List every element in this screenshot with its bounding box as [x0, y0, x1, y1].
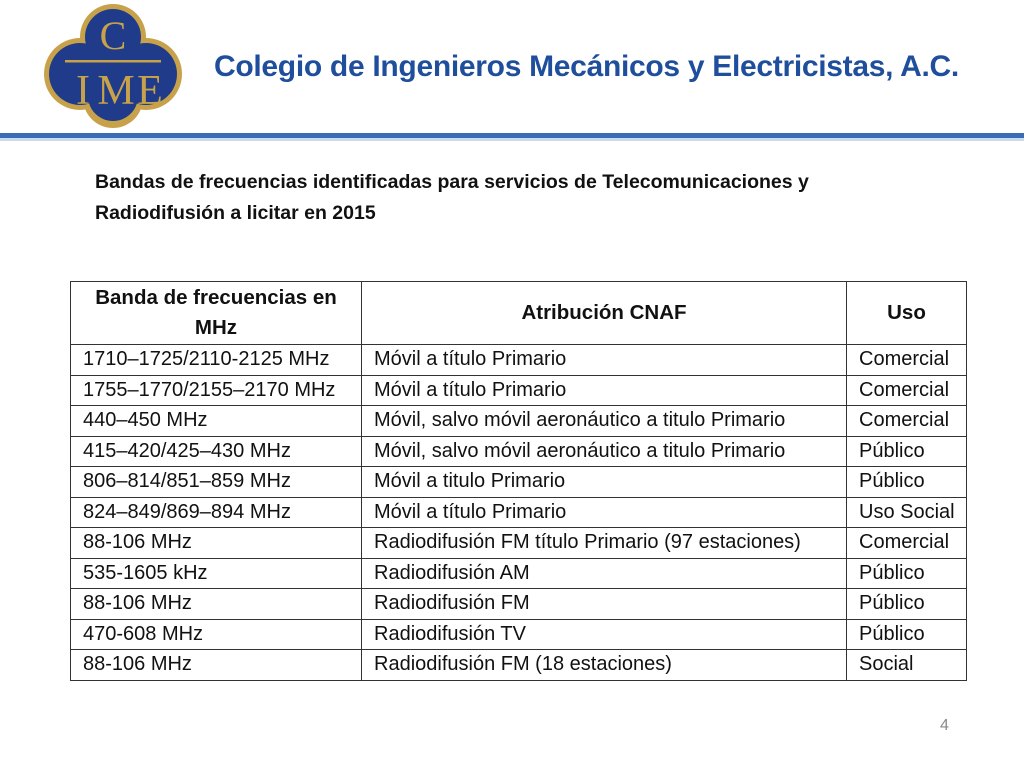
cell-attribution: Móvil a título Primario — [362, 375, 847, 406]
cell-attribution: Radiodifusión FM — [362, 589, 847, 620]
cell-band: 1710–1725/2110-2125 MHz — [71, 345, 362, 376]
table-row — [71, 650, 967, 681]
logo-letter-e: E — [137, 68, 163, 114]
table-row — [71, 436, 967, 467]
cell-attribution: Móvil a título Primario — [362, 497, 847, 528]
logo-letter-c: C — [99, 13, 127, 58]
page-subtitle — [95, 167, 935, 229]
cell-uso: Comercial — [847, 375, 967, 406]
cell-uso: Uso Social — [847, 497, 967, 528]
cell-attribution: Móvil, salvo móvil aeronáutico a titulo Primario — [362, 436, 847, 467]
cell-band: 806–814/851–859 MHz — [71, 467, 362, 498]
logo-letter-m: M — [97, 68, 135, 114]
table-row — [71, 528, 967, 559]
header-attribution: Atribución CNAF — [362, 282, 847, 345]
cell-attribution: Radiodifusión TV — [362, 619, 847, 650]
cime-logo — [43, 4, 183, 128]
cell-uso: Comercial — [847, 406, 967, 437]
cell-uso: Público — [847, 558, 967, 589]
subtitle-line-2: Radiodifusión a licitar en 2015 — [95, 202, 376, 224]
subtitle-line-1: Bandas de frecuencias identificadas para servicios de Telecomunicaciones y — [95, 171, 809, 193]
header-divider-shadow — [0, 138, 1024, 141]
table-header-row — [71, 282, 967, 345]
table-body — [71, 345, 967, 681]
cell-uso: Público — [847, 589, 967, 620]
cell-band: 470-608 MHz — [71, 619, 362, 650]
cell-uso: Comercial — [847, 528, 967, 559]
cell-band: 88-106 MHz — [71, 528, 362, 559]
header-title: Colegio de Ingenieros Mecánicos y Electricistas, A.C. — [214, 50, 959, 83]
header-band: Banda de frecuencias en MHz — [71, 282, 362, 345]
cell-band: 824–849/869–894 MHz — [71, 497, 362, 528]
table-row — [71, 375, 967, 406]
cell-attribution: Radiodifusión AM — [362, 558, 847, 589]
frequency-bands-table — [70, 281, 967, 681]
table-row — [71, 619, 967, 650]
table-row — [71, 467, 967, 498]
table-row — [71, 589, 967, 620]
header-uso: Uso — [847, 282, 967, 345]
cell-band: 88-106 MHz — [71, 650, 362, 681]
cell-uso: Público — [847, 467, 967, 498]
table-row — [71, 558, 967, 589]
page-number: 4 — [940, 717, 949, 734]
cell-uso: Público — [847, 436, 967, 467]
logo-letter-i: I — [76, 68, 90, 114]
cell-uso: Comercial — [847, 345, 967, 376]
cell-attribution: Móvil, salvo móvil aeronáutico a titulo Primario — [362, 406, 847, 437]
cell-uso: Social — [847, 650, 967, 681]
cell-band: 440–450 MHz — [71, 406, 362, 437]
table-row — [71, 406, 967, 437]
cell-band: 415–420/425–430 MHz — [71, 436, 362, 467]
cell-attribution: Radiodifusión FM título Primario (97 estaciones) — [362, 528, 847, 559]
cell-uso: Público — [847, 619, 967, 650]
table-row — [71, 497, 967, 528]
cell-attribution: Móvil a título Primario — [362, 345, 847, 376]
table-row — [71, 345, 967, 376]
cell-band: 535-1605 kHz — [71, 558, 362, 589]
cell-attribution: Móvil a titulo Primario — [362, 467, 847, 498]
cell-band: 1755–1770/2155–2170 MHz — [71, 375, 362, 406]
cell-attribution: Radiodifusión FM (18 estaciones) — [362, 650, 847, 681]
cell-band: 88-106 MHz — [71, 589, 362, 620]
